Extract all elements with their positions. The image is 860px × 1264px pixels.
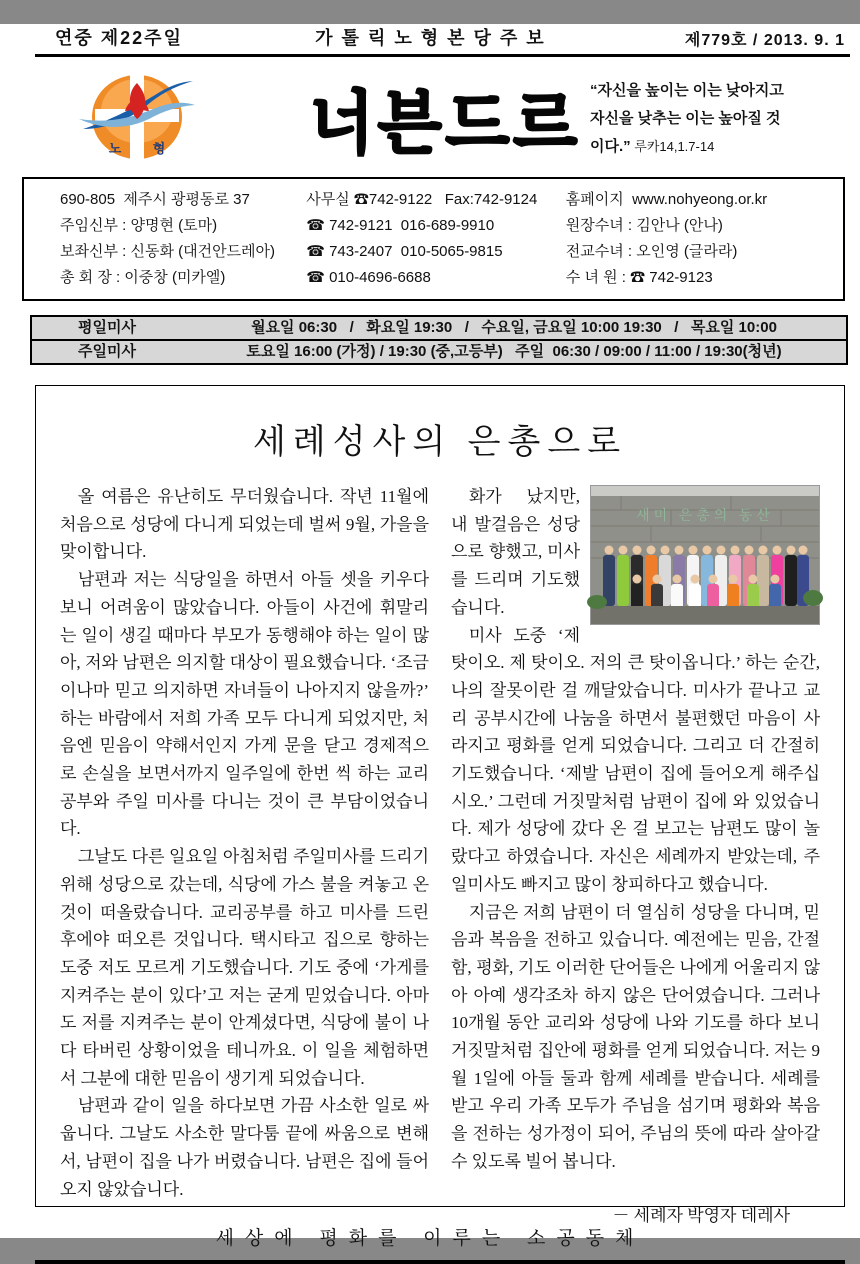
contact-info-box [22, 177, 845, 301]
info-column-address [60, 187, 306, 291]
quote-line1: “자신을 높이는 이는 낮아지고 [590, 82, 784, 100]
superior-sister-line: 원장수녀 : 김안나 (안나) [565, 217, 723, 234]
gospel-quote [590, 73, 845, 160]
paragraph: 미사 도중 ‘제 탓이오. 제 탓이오. 저의 큰 탓이옵니다.’ 하는 순간, 나의 잘못이란 걸 깨달았습니다. 미사가 끝나고 교리 공부시간에 나눔을 하면서 불편했던 마음이 사라지고 평화를 얻게 되었습니다. 그리고 더 간절히 기도했습니다. ‘제발 남편이 집에 들어오게 해주십시오.’ 그런데 거짓말처럼 남편이 집에 와 있었습니다. 제가 성당에 갔다 온 걸 보고는 남편도 많이 놀랐다고 하였습니다. 자신은 세례까지 받았는데, 주일미사도 빠지고 많이 창피하다고 했습니다. [451, 625, 820, 894]
article-title: 세례성사의 은총으로 [252, 424, 628, 461]
group-photo [590, 485, 820, 625]
footer-rule [35, 1260, 845, 1264]
quote-line2: 자신을 낮추는 이는 높아질 것 [590, 110, 781, 128]
info-column-web-sisters [566, 187, 833, 291]
logo-char-right: 형 [152, 141, 166, 156]
article-right-column [451, 483, 820, 1229]
paragraph: 올 여름은 유난히도 무더웠습니다. 작년 11월에 처음으로 성당에 다니게 되었는데 벌써 9월, 가을을 맞이합니다. [60, 487, 429, 562]
phone-line-1: ☎ 742-9121 016-689-9910 [306, 217, 495, 234]
quote-line3: 이다.” [590, 137, 631, 155]
convent-line: 수 녀 원 : ☎ 742-9123 [565, 269, 713, 286]
bulletin-name: 가톨릭노형본당주보 [315, 28, 553, 48]
bulletin-title-calligraphy: 너븐드르 [310, 84, 582, 162]
weekday-mass-times: 월요일 06:30 / 화요일 19:30 / 수요일, 금요일 10:00 19:30 / 목요일 10:00 [251, 319, 777, 336]
photo-wall-inscription: 새미 은총의 동산 [636, 509, 774, 524]
quote-reference: 루카14,1.7-14 [630, 138, 715, 154]
pastor-line: 주임신부 : 양명현 (토마) [60, 217, 218, 234]
article-columns [60, 483, 820, 1229]
paragraph: 그날도 다른 일요일 아침처럼 주일미사를 드리기 위해 성당으로 갔는데, 식당에 가스 불을 켜놓고 온 것이 떠올랐습니다. 교리공부를 하고 미사를 드린 후에야 떠오른 것입니다. 택시타고 집으로 향하는 도중 저도 모르게 기도했습니다. 기도 중에 ‘가게를 지켜주는 분이 있다’고 저는 굳게 믿었습니다. 아마도 저를 지켜주는 분이 안계셨다면, 식당에 불이 나 다 타버린 상황이었을 테니까요. 이 일을 체험하면서 그분에 대한 믿음이 생기게 되었습니다. [60, 847, 429, 1088]
parish-logo-icon [75, 67, 200, 167]
weekday-mass-row [32, 317, 846, 339]
masthead [75, 67, 845, 167]
article-left-column [60, 483, 429, 1229]
paragraph: 남편과 저는 식당일을 하면서 아들 셋을 키우다 보니 어려움이 많았습니다. 아들이 사건에 휘말리는 일이 생길 때마다 부모가 동행해야 하는 일이 많아, 저와 남편은 의지할 대상이 필요했습니다. ‘조금이나마 믿고 의지하면 자녀들이 나아지지 않을까?’ 하는 바람에서 저희 가족 모두 다니게 되었지만, 처음엔 믿음이 약해서인지 가게 문을 닫고 경제적으로 손실을 보면서까지 일주일에 한번 씩 하는 교리 공부와 주일 미사를 다니는 것이 큰 부담이었습니다. [60, 570, 429, 839]
photo-people [603, 546, 809, 611]
article-signature: － 세례자 박영자 데레사 [612, 1205, 790, 1225]
paragraph: 남편과 같이 일을 하다보면 가끔 사소한 일로 싸웁니다. 그날도 사소한 말다툼 끝에 싸움으로 변해서, 남편이 집을 나가 버렸습니다. 남편은 집에 들어오지 않았습니다. [60, 1096, 429, 1199]
mission-sister-line: 전교수녀 : 오인영 (글라라) [565, 243, 738, 260]
info-column-phones [306, 187, 566, 291]
council-president-line: 총 회 장 : 이중창 (미카엘) [60, 269, 226, 286]
sunday-mass-times: 토요일 16:00 (가정) / 19:30 (중,고등부) 주일 06:30 / 09:00 / 11:00 / 19:30(청년) [246, 343, 782, 360]
sunday-mass-row [32, 339, 846, 363]
paragraph: 화가 났지만, 내 발걸음은 성당으로 향했고, 미사를 드리며 기도했습니다. [451, 487, 580, 617]
phone-line-3: ☎ 010-4696-6688 [306, 269, 431, 286]
footer-slogan: 세상에 평화를 이루는 소공동체 [215, 1228, 645, 1249]
assistant-pastor-line: 보좌신부 : 신동화 (대건안드레아) [60, 243, 276, 260]
weekday-mass-label: 평일미사 [78, 319, 136, 336]
article-box [35, 385, 845, 1225]
mass-times-table [30, 315, 848, 365]
paragraph: 지금은 저희 남편이 더 열심히 성당을 다니며, 믿음과 복음을 전하고 있습니다. 예전에는 믿음, 간절함, 평화, 기도 이러한 단어들은 나에게 어울리지 않아 아예 생각조차 하지 않은 단어였습니다. 그러나 10개월 동안 교리와 성당에 나와 기도를 하다 보니 거짓말처럼 집안에 평화를 얻게 되었습니다. 저는 9월 1일에 아들 둘과 함께 세례를 받습니다. 세례를 받고 우리 가족 모두가 주님을 섬기며 평화와 복음을 전하는 성가정이 되어, 주님의 뜻에 따라 살아갈 수 있도록 빌어 봅니다. [451, 902, 820, 1171]
header-row [55, 24, 845, 50]
phone-line-2: ☎ 743-2407 010-5065-9815 [306, 243, 503, 260]
sunday-mass-label: 주일미사 [78, 343, 136, 360]
homepage-line: 홈페이지 www.nohyeong.or.kr [565, 191, 768, 208]
header-rule [35, 54, 850, 57]
liturgical-week-label: 연중 제22주일 [55, 28, 183, 48]
issue-number-date: 제779호 / 2013. 9. 1 [684, 32, 845, 49]
address-line: 690-805 제주시 광평동로 37 [60, 191, 250, 208]
logo-char-left: 노 [108, 141, 122, 156]
office-phone-line: 사무실 ☎742-9122 Fax:742-9124 [306, 191, 538, 208]
bulletin-page [0, 24, 860, 1249]
